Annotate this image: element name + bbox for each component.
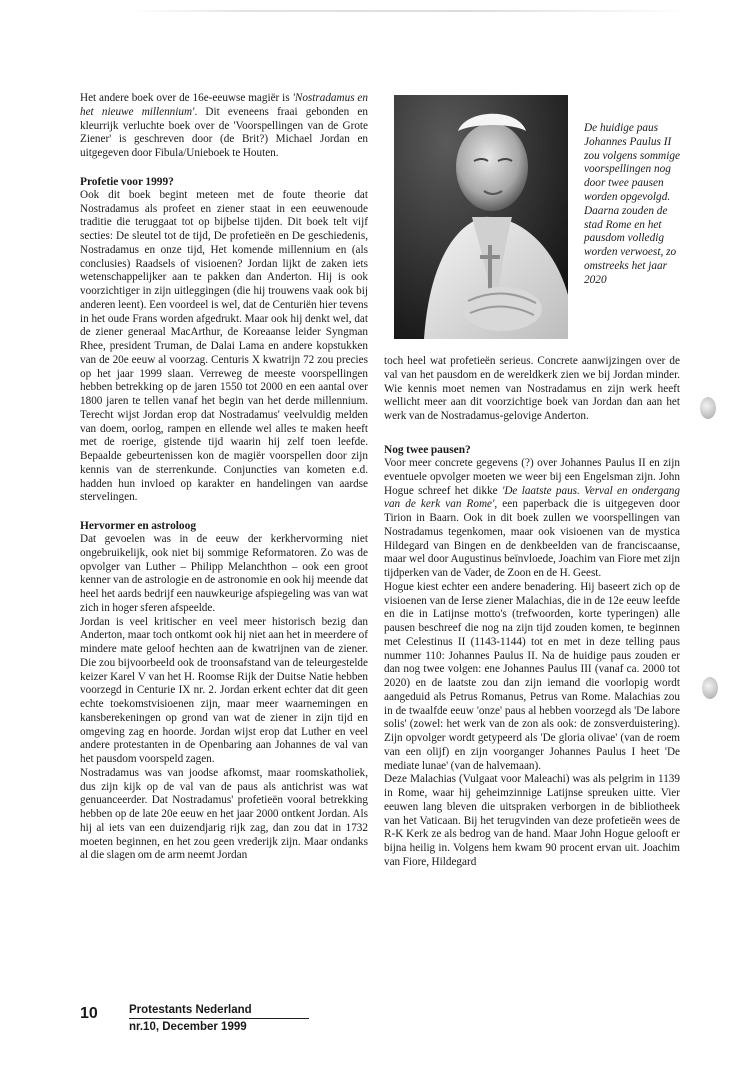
photo-caption xyxy=(584,122,684,288)
paragraph: Dat gevoelen was in de eeuw der kerkhervorming niet ongebruikelijk, ook niet bij sommige Reformatoren. Zo was de opvolger van Luther – Philipp Melanchthon – ook een groot kenner van de astrologie en de astronomie en ook hij meende dat heel het aards bedrijf een nauwkeurige afspiegeling was van wat zich in hoger sferen afspeelde. xyxy=(80,533,368,614)
section-heading: Hervormer en astroloog xyxy=(80,520,197,532)
punch-hole xyxy=(702,677,718,699)
pope-photo xyxy=(394,95,568,339)
punch-hole xyxy=(700,397,716,419)
scan-edge xyxy=(130,10,690,12)
paragraph: Deze Malachias (Vulgaat voor Maleachi) was als pelgrim in 1139 in Rome, waar hij geheimzinnige Latijnse spreuken uitte. Vier eeuwen lang bleven die uitspraken verborgen in de bibliotheek van het Vaticaan. Bij het terugvinden van deze profetieën wees de R-K Kerk ze als bedrog van de hand. Maar John Hogue gelooft er bijna heilig in. Volgens hem kwam 90 procent ervan uit. Joachim van Fiore, Hildegard xyxy=(384,773,680,868)
paragraph: Nostradamus was van joodse afkomst, maar roomskatholiek, dus zijn kijk op de val van de paus als antichrist was wat genuanceerder. Dat Nostradamus' profetieën vooral betrekking hebben op de late 20e eeuw en het jaar 2000 ontkent Jordan. Als hij al iets van een duizendjarig rijk zag, dan zou dat in 1732 moeten beginnen, en het zou geen vrederijk zijn. Maar ondanks al die slagen om de arm neemt Jordan xyxy=(80,766,368,862)
footer-rule xyxy=(129,1018,309,1019)
paragraph-gap xyxy=(80,505,368,519)
publication-title: Protestants Nederland xyxy=(129,1004,252,1016)
paragraph: Hogue kiest echter een andere benadering. Hij baseert zich op de visioenen van de Ierse ziener Malachias, die in de 12e eeuw leefde en die in Latijnse motto's (trefwoorden, korte typeringen) alle pausen beschreef die nog na zijn tijd zouden komen, te beginnen met Celestinus II (1143-1144) tot en met in deze telling paus nummer 110: Johannes Paulus II. Na de huidige paus zouden er dan nog twee volgen: ene Johannes Paulus III (vanaf ca. 2000 tot 2020) en de laatste zou dan zijn iemand die voorlopig wordt aangeduid als Petrus Romanus, Petrus van Rome. Malachias zou in de twaalfde eeuw 'onze' paus al hebben voorzegd als 'De labore solis' (zowel: het werk van de zon als ook: de zonsverduistering). Zijn opvolger wordt getypeerd als 'De gloria olivae' (van de roem van een olijf) en zijn voorganger Johannes Paulus I heet 'De mediate lunae' (van de halvemaan). xyxy=(384,580,680,772)
paragraph: Jordan is veel kritischer en veel meer historisch bezig dan Anderton, maar toch ontkomt ook hij niet aan het in meerdere of mindere mate geloof hechten aan de kwatrijnen van de ziener. Die zou bijvoorbeeld ook de troonsafstand van de teleurgestelde keizer Karel V van het H. Roomse Rijk der Duitse Natie hebben voorzegd in Centurie IX nr. 2. Jordan erkent echter dat dit geen echte toekomstvisioenen zijn, maar meer waarnemingen en kansberekeningen op grond van wat de ziener in zijn tijd en omgeving zag en hoorde. Jordan wijst erop dat Luther en veel andere protestanten in de Openbaring aan Johannes de val van het pausdom voorspeld zagen. xyxy=(80,615,368,765)
paragraph: Ook dit boek begint meteen met de foute theorie dat Nostradamus als profeet en ziener staat in een eeuwenoude traditie die teruggaat tot op bijbelse tijden. Dit boek telt vijf secties: De sleutel tot de tijd, De profetieën en De geschiedenis, Nostradamus en onze tijd, Het komende millennium en (als conclusies) Raadsels of visioenen? Jordan lijkt de zaken iets wetenschappelijker aan te pakken dan Anderton. Hij is ook voorzichtiger in zijn uitleggingen (die hij trouwens vaak ook bij anderen leent). Een voordeel is wel, dat de Centuriën hier tevens in het oude Frans worden afgedrukt. Maar ook hij denkt wel, dat de ziener generaal MacArthur, de Koreaanse leider Syngman Rhee, president Truman, de Dalai Lama en andere kopstukken van de 20e eeuw al voorzag. Centuris X kwatrijn 72 zou precies op het jaar 1999 slaan. Verreweg de meeste voorspellingen hebben betrekking op de jaren 1550 tot 2000 en een aantal over 1800 jaren te tellen vanaf het begin van het derde millennium. Terecht wijst Jordan erop dat Nostradamus' veelvuldig melden van doem, oorlog, rampen en ellende wel alles te maken heeft met de roerige, gistende tijd waarin hij zelf toen leefde. Bepaalde gebeurtenissen kon de magiër voorspellen door zijn kennis van de sterrenkunde. Conjuncties van kometen e.d. hadden hun invloed op karakter en handelingen van aardse stervelingen. xyxy=(80,188,368,504)
pope-portrait-image xyxy=(394,95,568,339)
paragraph: Het andere boek over de 16e-eeuwse magiër is 'Nostradamus en het nieuwe millennium'. Dit eveneens fraai gebonden en kleurrijk verluchte boek over de 'Voorspellingen van de Grote Ziener' is geschreven door (de Brit?) Michael Jordan en uitgegeven door Fibula/Unieboek te Houten. xyxy=(80,92,368,159)
page-number: 10 xyxy=(80,1005,98,1022)
caption-text: De huidige paus Johannes Paulus II zou volgens sommige voorspellingen nog door twee pausen worden opgevolgd. Daarna zouden de stad Rome en het pausdom volledig worden verwoest, zo omstreeks het jaar 2020 xyxy=(584,122,681,286)
paragraph-gap xyxy=(80,161,368,175)
right-column-top xyxy=(384,355,680,424)
section-heading: Nog twee pausen? xyxy=(384,444,471,456)
issue-date: nr.10, December 1999 xyxy=(129,1021,247,1033)
section-heading: Profetie voor 1999? xyxy=(80,175,174,188)
paragraph: toch heel wat profetieën serieus. Concrete aanwijzingen over de val van het pausdom en de wereldkerk zien we bij Jordan minder. Wie kennis moet nemen van Nostradamus en zijn werk heeft wellicht meer aan dit voorzichtige boek van Jordan dan aan het werk van de Nostradamus-gelovige Anderton. xyxy=(384,355,680,422)
left-column xyxy=(80,92,368,863)
right-column-bottom xyxy=(384,443,680,870)
paragraph: Voor meer concrete gegevens (?) over Johannes Paulus II en zijn eventuele opvolger moeten we weer bij een Engelsman zijn. John Hogue schreef het dikke 'De laatste paus. Verval en ondergang van de kerk van Rome', een paperback die is uitgegeven door Tirion in Baarn. Ook in dit boek zullen we voorspellingen van Nostradamus tegenkomen, maar ook visioenen van de mystica Hildegard van Bingen en de denkbeelden van de franciscaanse, maar wel door Augustinus beïnvloede, Joachim van Fiore met zijn tijdperken van de Vader, de Zoon en de H. Geest. xyxy=(384,457,681,579)
